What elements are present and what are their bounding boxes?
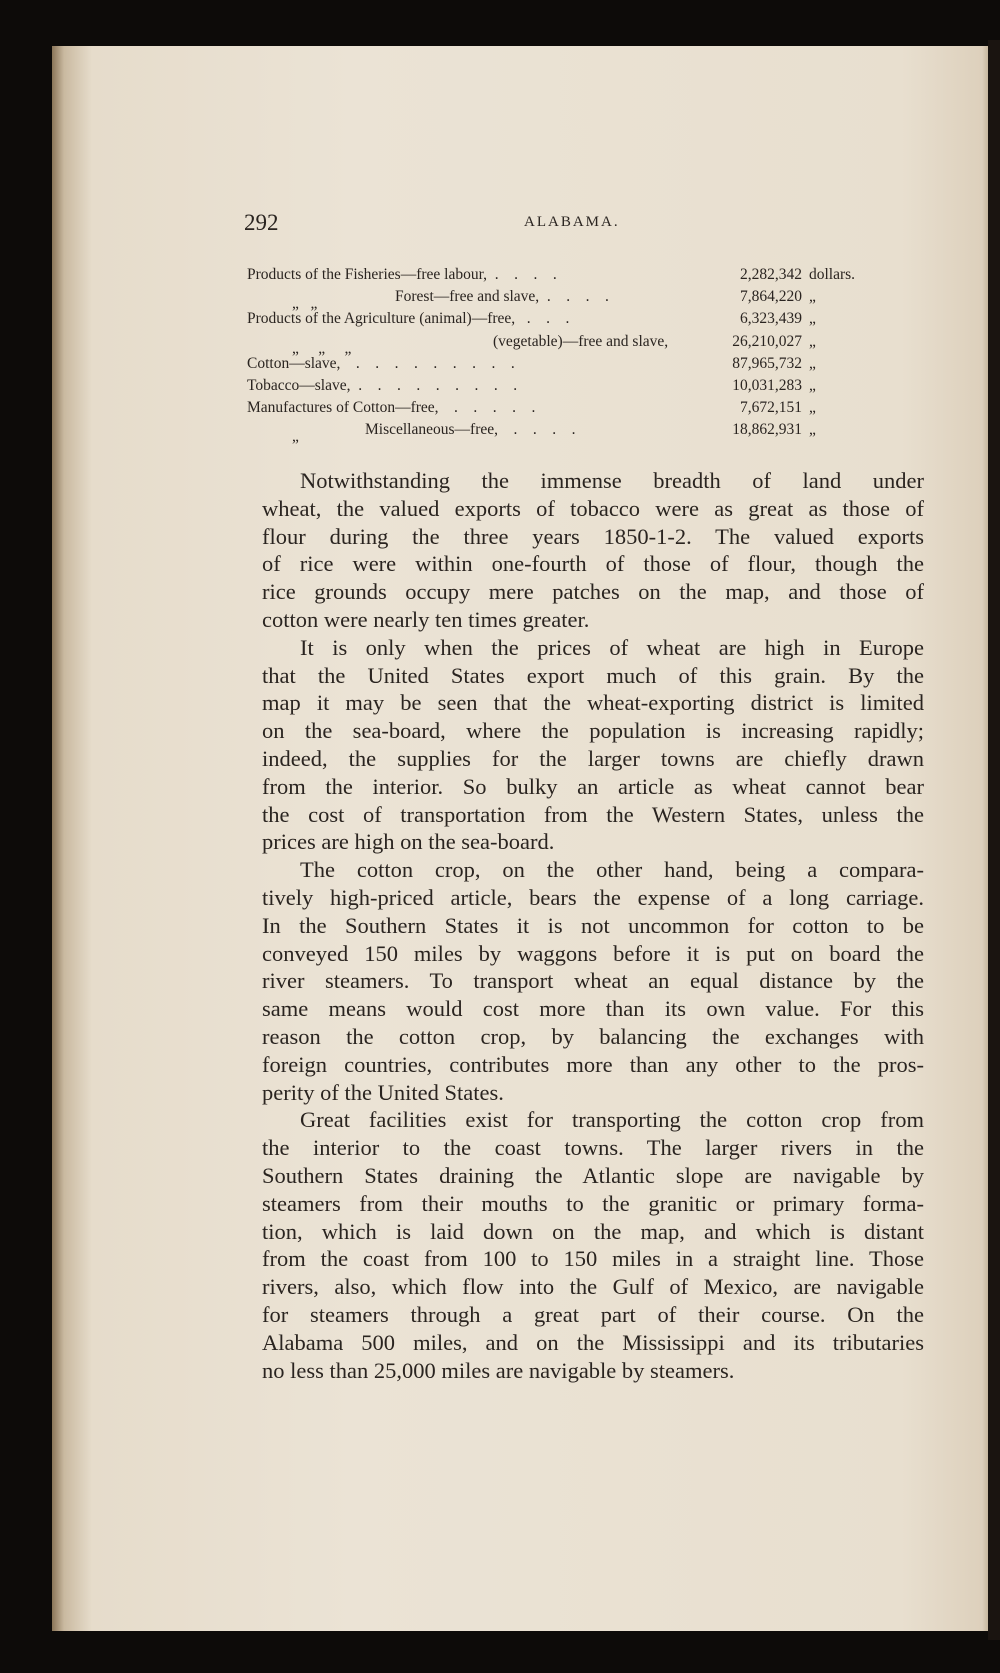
row-value: 2,282,342 [740,266,802,283]
page-edge-shadow [988,40,1000,1640]
row-unit: „ [809,310,816,328]
row-label: Tobacco—slave, . . . . . . . . . [247,376,518,394]
ditto-marks: „ „ [292,295,318,313]
exports-table [247,264,917,446]
text-line: wheat, the valued exports of tobacco were as great as those of [262,495,924,521]
ditto-marks: „ „ „ [292,339,352,357]
row-value: 87,965,732 [732,354,802,372]
text-line: In the Southern States it is not uncommon for cotton to be [262,912,924,938]
row-label: Miscellaneous—free, . . . . [365,421,576,439]
text-line: the cost of transportation from the Western States, unless the [262,801,924,827]
text-line: Southern States draining the Atlantic slope are navigable by [262,1162,924,1188]
row-value: 7,864,220 [740,288,802,306]
row-label: Forest—free and slave, . . . . [395,288,609,306]
text-line: Notwithstanding the immense breadth of land under [300,468,924,493]
text-line: tively high-priced article, bears the expense of a long carriage. [262,884,924,910]
text-line: indeed, the supplies for the larger towns are chiefly drawn [262,745,924,771]
text-line: steamers from their mouths to the granitic or primary forma- [262,1190,924,1216]
row-label: Manufactures of Cotton—free, . . . . . [247,399,536,417]
row-value: 7,672,151 [740,399,802,417]
text-line: tion, which is laid down on the map, and which is distant [262,1218,924,1244]
row-label: Cotton—slave, . . . . . . . . . [247,354,515,372]
row-label: Products of the Fisheries—free labour, . . . . [247,266,557,283]
row-unit: „ [809,288,816,306]
text-line: of rice were within one-fourth of those of flour, though the [262,551,924,577]
text-line: from the interior. So bulky an article as wheat cannot bear [262,773,924,799]
row-unit: „ [809,376,816,394]
row-unit: dollars. [809,266,856,283]
row-unit: „ [809,332,816,350]
row-unit: „ [809,421,816,439]
running-head: ALABAMA. [524,214,620,230]
text-line: conveyed 150 miles by waggons before it is put on board the [262,940,924,966]
paragraph [262,1106,924,1384]
page-number: 292 [244,210,279,235]
table-row [247,419,917,446]
row-value: 6,323,439 [740,310,802,328]
text-line: no less than 25,000 miles are navigable by steamers. [262,1357,735,1383]
text-line: rice grounds occupy mere patches on the map, and those of [262,579,924,605]
table-row [247,264,917,286]
row-value: 26,210,027 [732,332,802,350]
text-line: Great facilities exist for transporting the cotton crop from [300,1107,924,1133]
page-header [244,210,884,240]
text-line: that the United States export much of this grain. By the [262,662,924,688]
text-line: same means would cost more than its own value. For this [262,996,924,1022]
text-line: river steamers. To transport wheat an equal distance by the [262,968,924,994]
table-row [247,308,917,330]
text-line: Alabama 500 miles, and on the Mississippi and its tributaries [262,1329,924,1355]
text-line: the interior to the coast towns. The larger rivers in the [262,1135,924,1161]
row-label: (vegetable)—free and slave, [493,332,669,350]
table-row [247,286,917,313]
text-line: map it may be seen that the wheat-exporting district is limited [262,690,924,716]
text-line: reason the cotton crop, by balancing the exchanges with [262,1023,924,1049]
table-row [247,375,917,397]
table-row [247,353,917,375]
ditto-marks: „ [292,428,299,446]
row-label: Products of the Agriculture (animal)—free, . . . [247,310,570,328]
text-line: cotton were nearly ten times greater. [262,606,590,632]
table-row [247,331,917,357]
text-line: It is only when the prices of wheat are high in Europe [300,634,924,660]
text-line: flour during the three years 1850-1-2. The valued exports [262,523,924,549]
row-unit: „ [809,399,816,417]
paragraph [262,856,924,1106]
text-line: The cotton crop, on the other hand, being a compara- [300,857,924,883]
text-line: prices are high on the sea-board. [262,829,555,855]
body-text [262,467,924,1384]
paragraph [262,467,924,634]
text-line: for steamers through a great part of their course. On the [262,1301,924,1327]
table-row [247,397,917,419]
text-line: on the sea-board, where the population is increasing rapidly; [262,718,924,744]
text-line: perity of the United States. [262,1079,504,1105]
text-line: from the coast from 100 to 150 miles in a straight line. Those [262,1246,924,1272]
paragraph [262,634,924,856]
row-value: 10,031,283 [732,376,802,394]
row-unit: „ [809,354,816,372]
text-line: rivers, also, which flow into the Gulf of Mexico, are navigable [262,1274,924,1300]
row-value: 18,862,931 [732,421,802,439]
text-line: foreign countries, contributes more than any other to the pros- [262,1051,924,1077]
